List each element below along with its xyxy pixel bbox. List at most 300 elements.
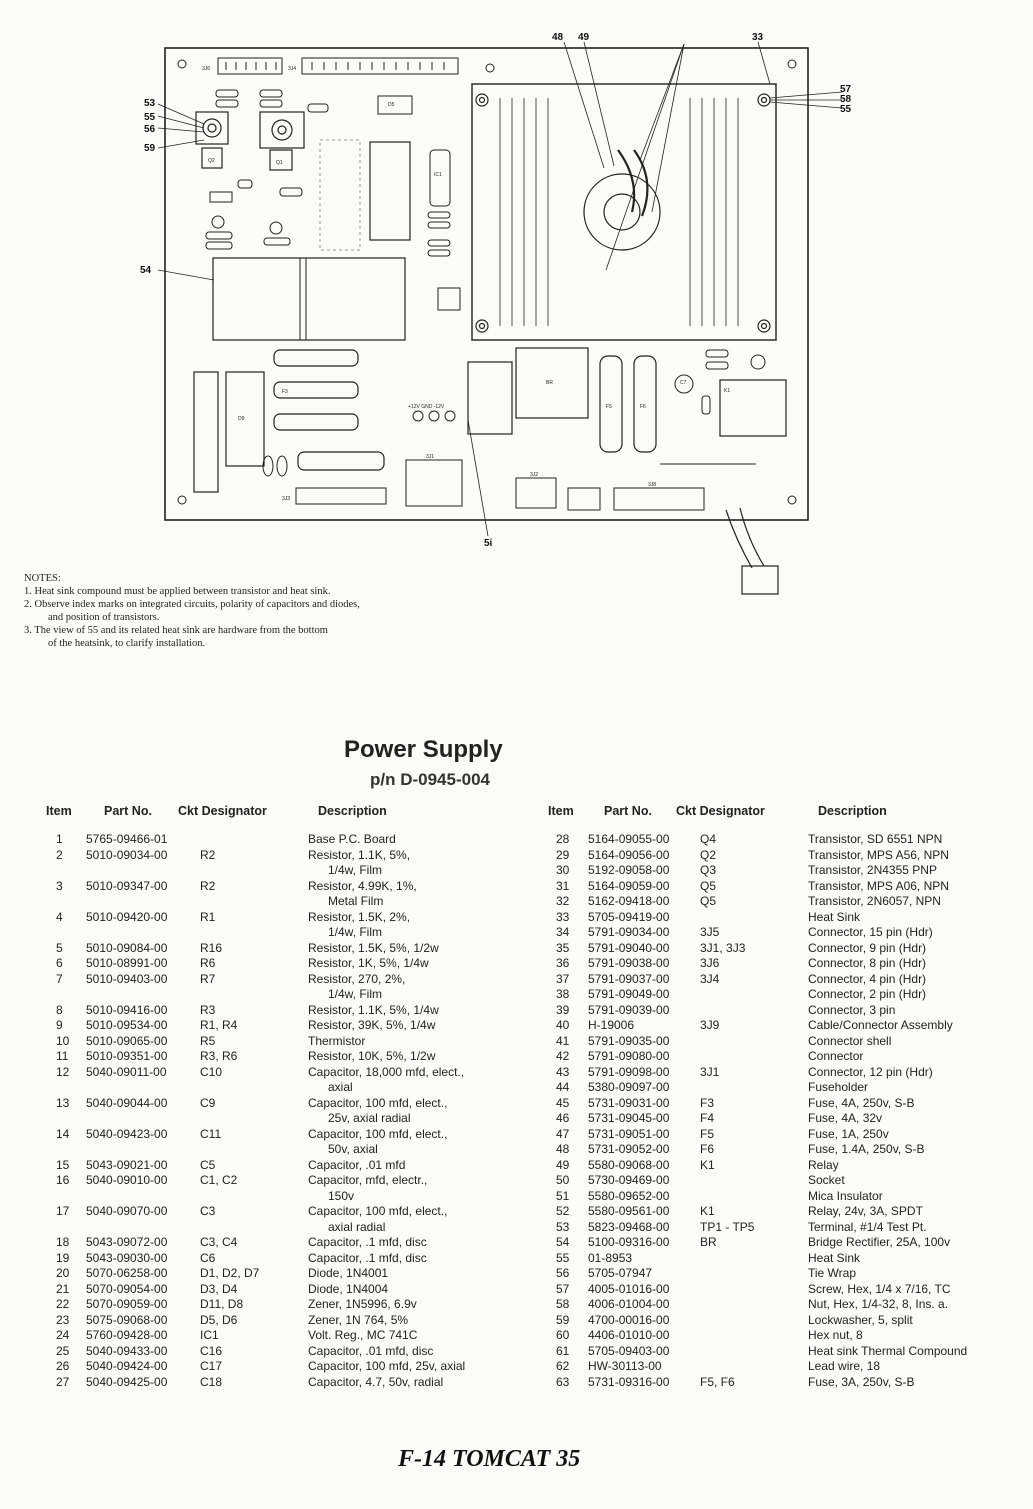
- item-number: 16: [56, 1173, 70, 1187]
- item-number: 48: [556, 1142, 570, 1156]
- circuit-designator: 3J5: [700, 925, 720, 939]
- circuit-designator: F5: [700, 1126, 715, 1141]
- part-description: Diode, 1N4004: [308, 1281, 389, 1296]
- item-number: 61: [556, 1343, 570, 1358]
- header-item-left: Item: [46, 804, 72, 818]
- connector-3j1: [406, 460, 462, 506]
- item-number: 58: [556, 1297, 570, 1311]
- silk-3j1: 3J1: [426, 454, 435, 460]
- part-description: Hex nut, 8: [808, 1328, 863, 1342]
- part-description: Resistor, 1.5K, 5%, 1/2w: [308, 940, 439, 955]
- item-number: 49: [556, 1157, 570, 1172]
- part-description: Diode, 1N4001: [308, 1266, 389, 1280]
- part-number: 5580-09068-00: [588, 1157, 670, 1172]
- part-description: Fuse, 4A, 250v, S-B: [808, 1095, 915, 1110]
- circuit-designator: R1: [200, 909, 216, 924]
- part-description: Resistor, 4.99K, 1%,: [308, 878, 417, 893]
- part-description: Fuse, 1A, 250v: [808, 1126, 889, 1141]
- parts-list-title: Power Supply: [344, 736, 503, 763]
- item-number: 57: [556, 1281, 570, 1296]
- part-number: 5040-09010-00: [86, 1173, 168, 1187]
- item-number: 37: [556, 971, 570, 986]
- circuit-designator: BR: [700, 1235, 717, 1249]
- part-description: 1/4w, Film: [328, 987, 383, 1001]
- circuit-designator: R1, R4: [200, 1018, 238, 1032]
- item-number: 7: [56, 971, 63, 986]
- part-number: 5010-09420-00: [86, 909, 168, 924]
- circuit-designator: D11, D8: [200, 1297, 244, 1311]
- circuit-designator: C3, C4: [200, 1235, 238, 1249]
- part-description: Metal Film: [328, 894, 384, 908]
- circuit-designator: R2: [200, 847, 216, 862]
- item-number: 17: [56, 1204, 70, 1218]
- part-number: 5705-09419-00: [588, 909, 670, 924]
- part-description: 50v, axial: [328, 1142, 378, 1156]
- part-description: Connector, 8 pin (Hdr): [808, 956, 927, 970]
- item-number: 38: [556, 987, 570, 1001]
- item-number: 50: [556, 1173, 570, 1187]
- callout-54: 54: [140, 265, 152, 276]
- item-number: 10: [56, 1033, 70, 1048]
- item-number: 14: [56, 1126, 70, 1141]
- part-description: Tie Wrap: [808, 1266, 857, 1280]
- circuit-designator: K1: [700, 1204, 715, 1218]
- part-description: Capacitor, .1 mfd, disc: [308, 1250, 427, 1265]
- part-number: 5731-09031-00: [588, 1095, 670, 1110]
- silk-3j4: 3J4: [288, 66, 297, 72]
- item-number: 24: [56, 1328, 70, 1342]
- part-number: 5791-09049-00: [588, 987, 670, 1001]
- item-number: 31: [556, 878, 570, 893]
- part-description: Capacitor, 100 mfd, elect.,: [308, 1126, 448, 1141]
- part-description: axial radial: [328, 1219, 386, 1234]
- silk-3j8: 3J8: [648, 482, 657, 488]
- note-2: 2. Observe index marks on integrated circuits, polarity of capacitors and diodes,: [24, 599, 360, 610]
- part-description: Capacitor, .01 mfd: [308, 1157, 406, 1172]
- notes-heading: NOTES:: [24, 573, 61, 584]
- silk-f5: F5: [606, 404, 612, 410]
- part-description: 150v: [328, 1188, 355, 1203]
- part-number: 5010-08991-00: [86, 956, 168, 970]
- part-description: Transistor, 2N6057, NPN: [808, 894, 941, 908]
- connector-3j4: [302, 58, 458, 74]
- part-description: Socket: [808, 1173, 845, 1187]
- part-description: Capacitor, 4.7, 50v, radial: [308, 1374, 444, 1389]
- part-number: 5010-09416-00: [86, 1002, 168, 1017]
- silk-c7: C7: [680, 380, 687, 386]
- item-number: 1: [56, 832, 63, 846]
- header-part-no-left: Part No.: [104, 804, 152, 818]
- part-description: Connector shell: [808, 1033, 892, 1048]
- silk-f6: F6: [640, 404, 646, 410]
- part-number: 5040-09425-00: [86, 1374, 168, 1389]
- connector-3j8: [614, 488, 704, 510]
- part-description: Connector, 3 pin: [808, 1002, 896, 1017]
- part-number: 5731-09045-00: [588, 1111, 670, 1125]
- part-number: 5010-09534-00: [86, 1018, 168, 1032]
- part-description: Capacitor, 100 mfd, 25v, axial: [308, 1359, 466, 1373]
- circuit-designator: C17: [200, 1359, 223, 1373]
- item-number: 60: [556, 1328, 570, 1342]
- part-number: 5164-09059-00: [588, 878, 670, 893]
- item-number: 21: [56, 1281, 70, 1296]
- part-description: Lead wire, 18: [808, 1359, 881, 1373]
- silk-d5: D5: [388, 102, 395, 108]
- part-number: 5705-07947: [588, 1266, 653, 1280]
- circuit-designator: R16: [200, 940, 223, 955]
- silk-f3: F3: [282, 389, 288, 395]
- item-number: 44: [556, 1080, 570, 1094]
- pcb-assembly-diagram: [0, 0, 1033, 610]
- callout-49: 49: [578, 32, 590, 43]
- part-description: Resistor, 1.1K, 5%, 1/4w: [308, 1002, 439, 1017]
- power-transistor-q4: [584, 150, 660, 250]
- part-description: Resistor, 1.5K, 2%,: [308, 909, 411, 924]
- part-description: 1/4w, Film: [328, 863, 383, 877]
- circuit-designator: K1: [700, 1157, 715, 1172]
- part-number: 5823-09468-00: [588, 1219, 670, 1234]
- circuit-designator: R3: [200, 1002, 216, 1017]
- part-description: Connector: [808, 1049, 864, 1063]
- item-number: 6: [56, 956, 63, 970]
- note-3: 3. The view of 55 and its related heat sink are hardware from the bottom: [24, 625, 328, 636]
- item-number: 4: [56, 909, 63, 924]
- heatsink: [472, 84, 776, 340]
- part-number: H-19006: [588, 1018, 635, 1032]
- capacitor-c9: [468, 362, 512, 434]
- part-number: 5760-09428-00: [86, 1328, 168, 1342]
- item-number: 2: [56, 847, 63, 862]
- part-number: 5075-09068-00: [86, 1312, 168, 1327]
- item-number: 32: [556, 894, 570, 908]
- part-description: Base P.C. Board: [308, 832, 396, 846]
- circuit-designator: C6: [200, 1250, 216, 1265]
- circuit-designator: R2: [200, 878, 216, 893]
- part-number: 5010-09084-00: [86, 940, 168, 955]
- part-description: Connector, 2 pin (Hdr): [808, 987, 927, 1001]
- circuit-designator: 3J6: [700, 956, 720, 970]
- item-number: 39: [556, 1002, 570, 1017]
- item-number: 28: [556, 832, 570, 846]
- circuit-designator: F3: [700, 1095, 715, 1110]
- circuit-designator: Q3: [700, 863, 717, 877]
- circuit-designator: C16: [200, 1343, 223, 1358]
- part-number: 5162-09418-00: [588, 894, 670, 908]
- item-number: 18: [56, 1235, 70, 1249]
- circuit-designator: R3, R6: [200, 1049, 238, 1063]
- part-number: 5100-09316-00: [588, 1235, 670, 1249]
- circuit-designator: F6: [700, 1142, 715, 1156]
- item-number: 22: [56, 1297, 70, 1311]
- part-description: Heat Sink: [808, 1250, 861, 1265]
- part-description: Connector, 15 pin (Hdr): [808, 925, 933, 939]
- part-number: 5010-09351-00: [86, 1049, 168, 1063]
- item-number: 35: [556, 940, 570, 955]
- item-number: 55: [556, 1250, 570, 1265]
- part-number: 5791-09034-00: [588, 925, 670, 939]
- silk-d9: D9: [238, 416, 245, 422]
- part-number: 5791-09080-00: [588, 1049, 670, 1063]
- silk-ic1: IC1: [434, 172, 442, 178]
- item-number: 8: [56, 1002, 63, 1017]
- circuit-designator: R7: [200, 971, 216, 986]
- silk-q1: Q1: [276, 160, 283, 166]
- circuit-designator: Q5: [700, 878, 717, 893]
- item-number: 13: [56, 1095, 70, 1110]
- callout-56: 56: [144, 124, 156, 135]
- item-number: 27: [56, 1374, 70, 1389]
- item-number: 5: [56, 940, 63, 955]
- part-number: 5043-09030-00: [86, 1250, 168, 1265]
- part-description: Capacitor, .01 mfd, disc: [308, 1343, 434, 1358]
- part-description: Volt. Reg., MC 741C: [308, 1328, 418, 1342]
- item-number: 56: [556, 1266, 570, 1280]
- part-number: 01-8953: [588, 1250, 633, 1265]
- part-number: 5043-09072-00: [86, 1235, 168, 1249]
- part-number: HW-30113-00: [588, 1359, 662, 1373]
- silk-k1: K1: [724, 388, 731, 394]
- silk-br: BR: [546, 380, 553, 386]
- circuit-designator: C1, C2: [200, 1173, 238, 1187]
- part-description: Transistor, 2N4355 PNP: [808, 863, 937, 877]
- item-number: 54: [556, 1235, 570, 1249]
- cable-connector-assembly: [726, 508, 778, 594]
- part-number: 5010-09034-00: [86, 847, 168, 862]
- circuit-designator: F4: [700, 1111, 715, 1125]
- item-number: 40: [556, 1018, 570, 1032]
- part-description: Thermistor: [308, 1033, 366, 1048]
- part-number: 5791-09037-00: [588, 971, 670, 986]
- part-number: 5791-09040-00: [588, 940, 670, 955]
- callout-58: 58: [840, 94, 852, 105]
- part-description: Connector, 9 pin (Hdr): [808, 940, 927, 955]
- part-description: Fuse, 1.4A, 250v, S-B: [808, 1142, 925, 1156]
- callout-59: 59: [144, 143, 156, 154]
- item-number: 33: [556, 909, 570, 924]
- part-number: 4406-01010-00: [588, 1328, 670, 1342]
- circuit-designator: C18: [200, 1374, 223, 1389]
- silk-3j6: 3J6: [202, 66, 211, 72]
- part-description: Capacitor, 100 mfd, elect.,: [308, 1095, 448, 1110]
- header-ckt-right: Ckt Designator: [676, 804, 765, 818]
- circuit-designator: 3J1: [700, 1064, 720, 1079]
- circuit-designator: 3J1, 3J3: [700, 940, 746, 955]
- circuit-designator: Q4: [700, 832, 717, 846]
- item-number: 53: [556, 1219, 570, 1234]
- callout-33: 33: [752, 32, 764, 43]
- item-number: 23: [56, 1312, 70, 1327]
- page-footer: F-14 TOMCAT 35: [398, 1446, 581, 1472]
- item-number: 26: [56, 1359, 70, 1373]
- note-1: 1. Heat sink compound must be applied between transistor and heat sink.: [24, 586, 331, 597]
- parts-list-part-number: p/n D-0945-004: [370, 770, 490, 789]
- item-number: 29: [556, 847, 570, 862]
- item-number: 45: [556, 1095, 570, 1110]
- item-number: 15: [56, 1157, 70, 1172]
- part-number: 5192-09058-00: [588, 863, 670, 877]
- part-description: Terminal, #1/4 Test Pt.: [808, 1219, 927, 1234]
- part-description: Resistor, 39K, 5%, 1/4w: [308, 1018, 436, 1032]
- part-description: Cable/Connector Assembly: [808, 1018, 953, 1032]
- circuit-designator: C9: [200, 1095, 216, 1110]
- part-number: 5731-09051-00: [588, 1126, 670, 1141]
- part-number: 4006-01004-00: [588, 1297, 670, 1311]
- part-description: Transistor, MPS A06, NPN: [808, 878, 949, 893]
- part-number: 5580-09561-00: [588, 1204, 670, 1218]
- part-number: 5380-09097-00: [588, 1080, 670, 1094]
- callout-55: 55: [144, 112, 156, 123]
- item-number: 62: [556, 1359, 570, 1373]
- part-number: 5040-09433-00: [86, 1343, 168, 1358]
- part-description: Resistor, 1K, 5%, 1/4w: [308, 956, 429, 970]
- part-description: 25v, axial radial: [328, 1111, 411, 1125]
- header-description-left: Description: [318, 804, 387, 818]
- circuit-designator: D1, D2, D7: [200, 1266, 260, 1280]
- part-number: 5010-09065-00: [86, 1033, 168, 1048]
- part-number: 5791-09098-00: [588, 1064, 670, 1079]
- assembly-notes: [24, 572, 494, 650]
- item-number: 43: [556, 1064, 570, 1079]
- connector-3j5: [296, 488, 386, 504]
- item-number: 42: [556, 1049, 570, 1063]
- part-description: Capacitor, .1 mfd, disc: [308, 1235, 427, 1249]
- ic-d9: [370, 142, 410, 240]
- part-number: 5765-09466-01: [86, 832, 168, 846]
- callout-48: 48: [552, 32, 564, 43]
- item-number: 47: [556, 1126, 570, 1141]
- part-number: 5010-09403-00: [86, 971, 168, 986]
- part-number: 5043-09021-00: [86, 1157, 168, 1172]
- silk-q2: Q2: [208, 158, 215, 164]
- item-number: 25: [56, 1343, 70, 1358]
- item-number: 46: [556, 1111, 570, 1125]
- part-description: Fuseholder: [808, 1080, 869, 1094]
- part-number: 5070-09054-00: [86, 1281, 168, 1296]
- circuit-designator: IC1: [200, 1328, 219, 1342]
- note-2-cont: and position of transistors.: [48, 612, 160, 623]
- circuit-designator: 3J9: [700, 1018, 720, 1032]
- circuit-designator: F5, F6: [700, 1374, 735, 1389]
- silk-3j2: 3J2: [530, 472, 539, 478]
- capacitor-d9: [226, 372, 264, 466]
- circuit-designator: C11: [200, 1126, 222, 1141]
- part-description: Relay: [808, 1157, 839, 1172]
- part-number: 5731-09052-00: [588, 1142, 670, 1156]
- part-number: 5791-09038-00: [588, 956, 670, 970]
- part-description: Transistor, MPS A56, NPN: [808, 847, 949, 862]
- part-description: Resistor, 10K, 5%, 1/2w: [308, 1049, 436, 1063]
- item-number: 51: [556, 1188, 570, 1203]
- part-description: Zener, 1N 764, 5%: [308, 1312, 409, 1327]
- part-description: Resistor, 1.1K, 5%,: [308, 847, 411, 862]
- callout-57: 57: [840, 84, 852, 95]
- part-description: Capacitor, 18,000 mfd, elect.,: [308, 1064, 465, 1079]
- part-number: 5580-09652-00: [588, 1188, 670, 1203]
- circuit-designator: TP1 - TP5: [700, 1219, 755, 1234]
- part-number: 4005-01016-00: [588, 1281, 670, 1296]
- part-number: 5040-09070-00: [86, 1204, 168, 1218]
- large-capacitor-c10: [213, 258, 405, 340]
- part-description: Capacitor, mfd, electr.,: [308, 1173, 428, 1187]
- part-description: Transistor, SD 6551 NPN: [808, 832, 943, 846]
- circuit-designator: Q5: [700, 894, 717, 908]
- pcb-board-outline: [165, 48, 808, 520]
- item-number: 9: [56, 1018, 63, 1032]
- part-description: Relay, 24v, 3A, SPDT: [808, 1204, 923, 1218]
- part-description: axial: [328, 1080, 353, 1094]
- item-number: 63: [556, 1374, 570, 1389]
- item-number: 20: [56, 1266, 70, 1280]
- part-description: Heat Sink: [808, 909, 861, 924]
- header-ckt-left: Ckt Designator: [178, 804, 267, 818]
- circuit-designator: C3: [200, 1204, 216, 1218]
- connector-3j6: [218, 58, 282, 74]
- part-number: 5791-09039-00: [588, 1002, 670, 1017]
- item-number: 3: [56, 878, 63, 893]
- part-description: Fuse, 4A, 32v: [808, 1111, 883, 1125]
- item-number: 36: [556, 956, 570, 970]
- item-number: 30: [556, 863, 570, 877]
- ic-ic1: [430, 150, 450, 206]
- part-number: 5010-09347-00: [86, 878, 168, 893]
- part-number: 5070-09059-00: [86, 1297, 168, 1311]
- part-number: 5730-09469-00: [588, 1173, 670, 1187]
- part-description: Resistor, 270, 2%,: [308, 971, 406, 986]
- part-number: 4700-00016-00: [588, 1312, 670, 1327]
- circuit-designator: R5: [200, 1033, 216, 1048]
- part-number: 5791-09035-00: [588, 1033, 670, 1048]
- part-number: 5040-09424-00: [86, 1359, 168, 1373]
- part-description: Heat sink Thermal Compound: [808, 1343, 968, 1358]
- circuit-designator: D5, D6: [200, 1312, 238, 1327]
- item-number: 12: [56, 1064, 70, 1079]
- part-description: Connector, 12 pin (Hdr): [808, 1064, 933, 1079]
- part-description: Bridge Rectifier, 25A, 100v: [808, 1235, 951, 1249]
- part-number: 5040-09011-00: [86, 1064, 167, 1079]
- part-number: 5164-09055-00: [588, 832, 670, 846]
- terminal-strip: [194, 372, 218, 492]
- item-number: 59: [556, 1312, 570, 1327]
- item-number: 41: [556, 1033, 570, 1048]
- silk-voltage-terminals: +12V GND -12V: [408, 404, 445, 410]
- part-description: Mica Insulator: [808, 1188, 883, 1203]
- part-description: Connector, 4 pin (Hdr): [808, 971, 927, 986]
- connector-3j2: [516, 478, 556, 508]
- header-item-right: Item: [548, 804, 574, 818]
- header-part-no-right: Part No.: [604, 804, 652, 818]
- part-description: Screw, Hex, 1/4 x 7/16, TC: [808, 1281, 951, 1296]
- circuit-designator: 3J4: [700, 971, 720, 986]
- callout-5i: 5i: [484, 538, 493, 549]
- header-description-right: Description: [818, 804, 887, 818]
- silk-3j3: 3J3: [282, 496, 291, 502]
- part-number: 5731-09316-00: [588, 1374, 670, 1389]
- circuit-designator: R6: [200, 956, 216, 970]
- part-description: 1/4w, Film: [328, 925, 383, 939]
- part-description: Lockwasher, 5, split: [808, 1312, 913, 1327]
- circuit-designator: C10: [200, 1064, 223, 1079]
- circuit-designator: C5: [200, 1157, 216, 1172]
- item-number: 19: [56, 1250, 70, 1265]
- part-description: Capacitor, 100 mfd, elect.,: [308, 1204, 448, 1218]
- part-number: 5040-09423-00: [86, 1126, 168, 1141]
- part-number: 5705-09403-00: [588, 1343, 670, 1358]
- part-description: Fuse, 3A, 250v, S-B: [808, 1374, 915, 1389]
- note-3-cont: of the heatsink, to clarify installation.: [48, 638, 206, 649]
- item-number: 11: [56, 1049, 69, 1063]
- circuit-designator: Q2: [700, 847, 717, 862]
- part-number: 5070-06258-00: [86, 1266, 168, 1280]
